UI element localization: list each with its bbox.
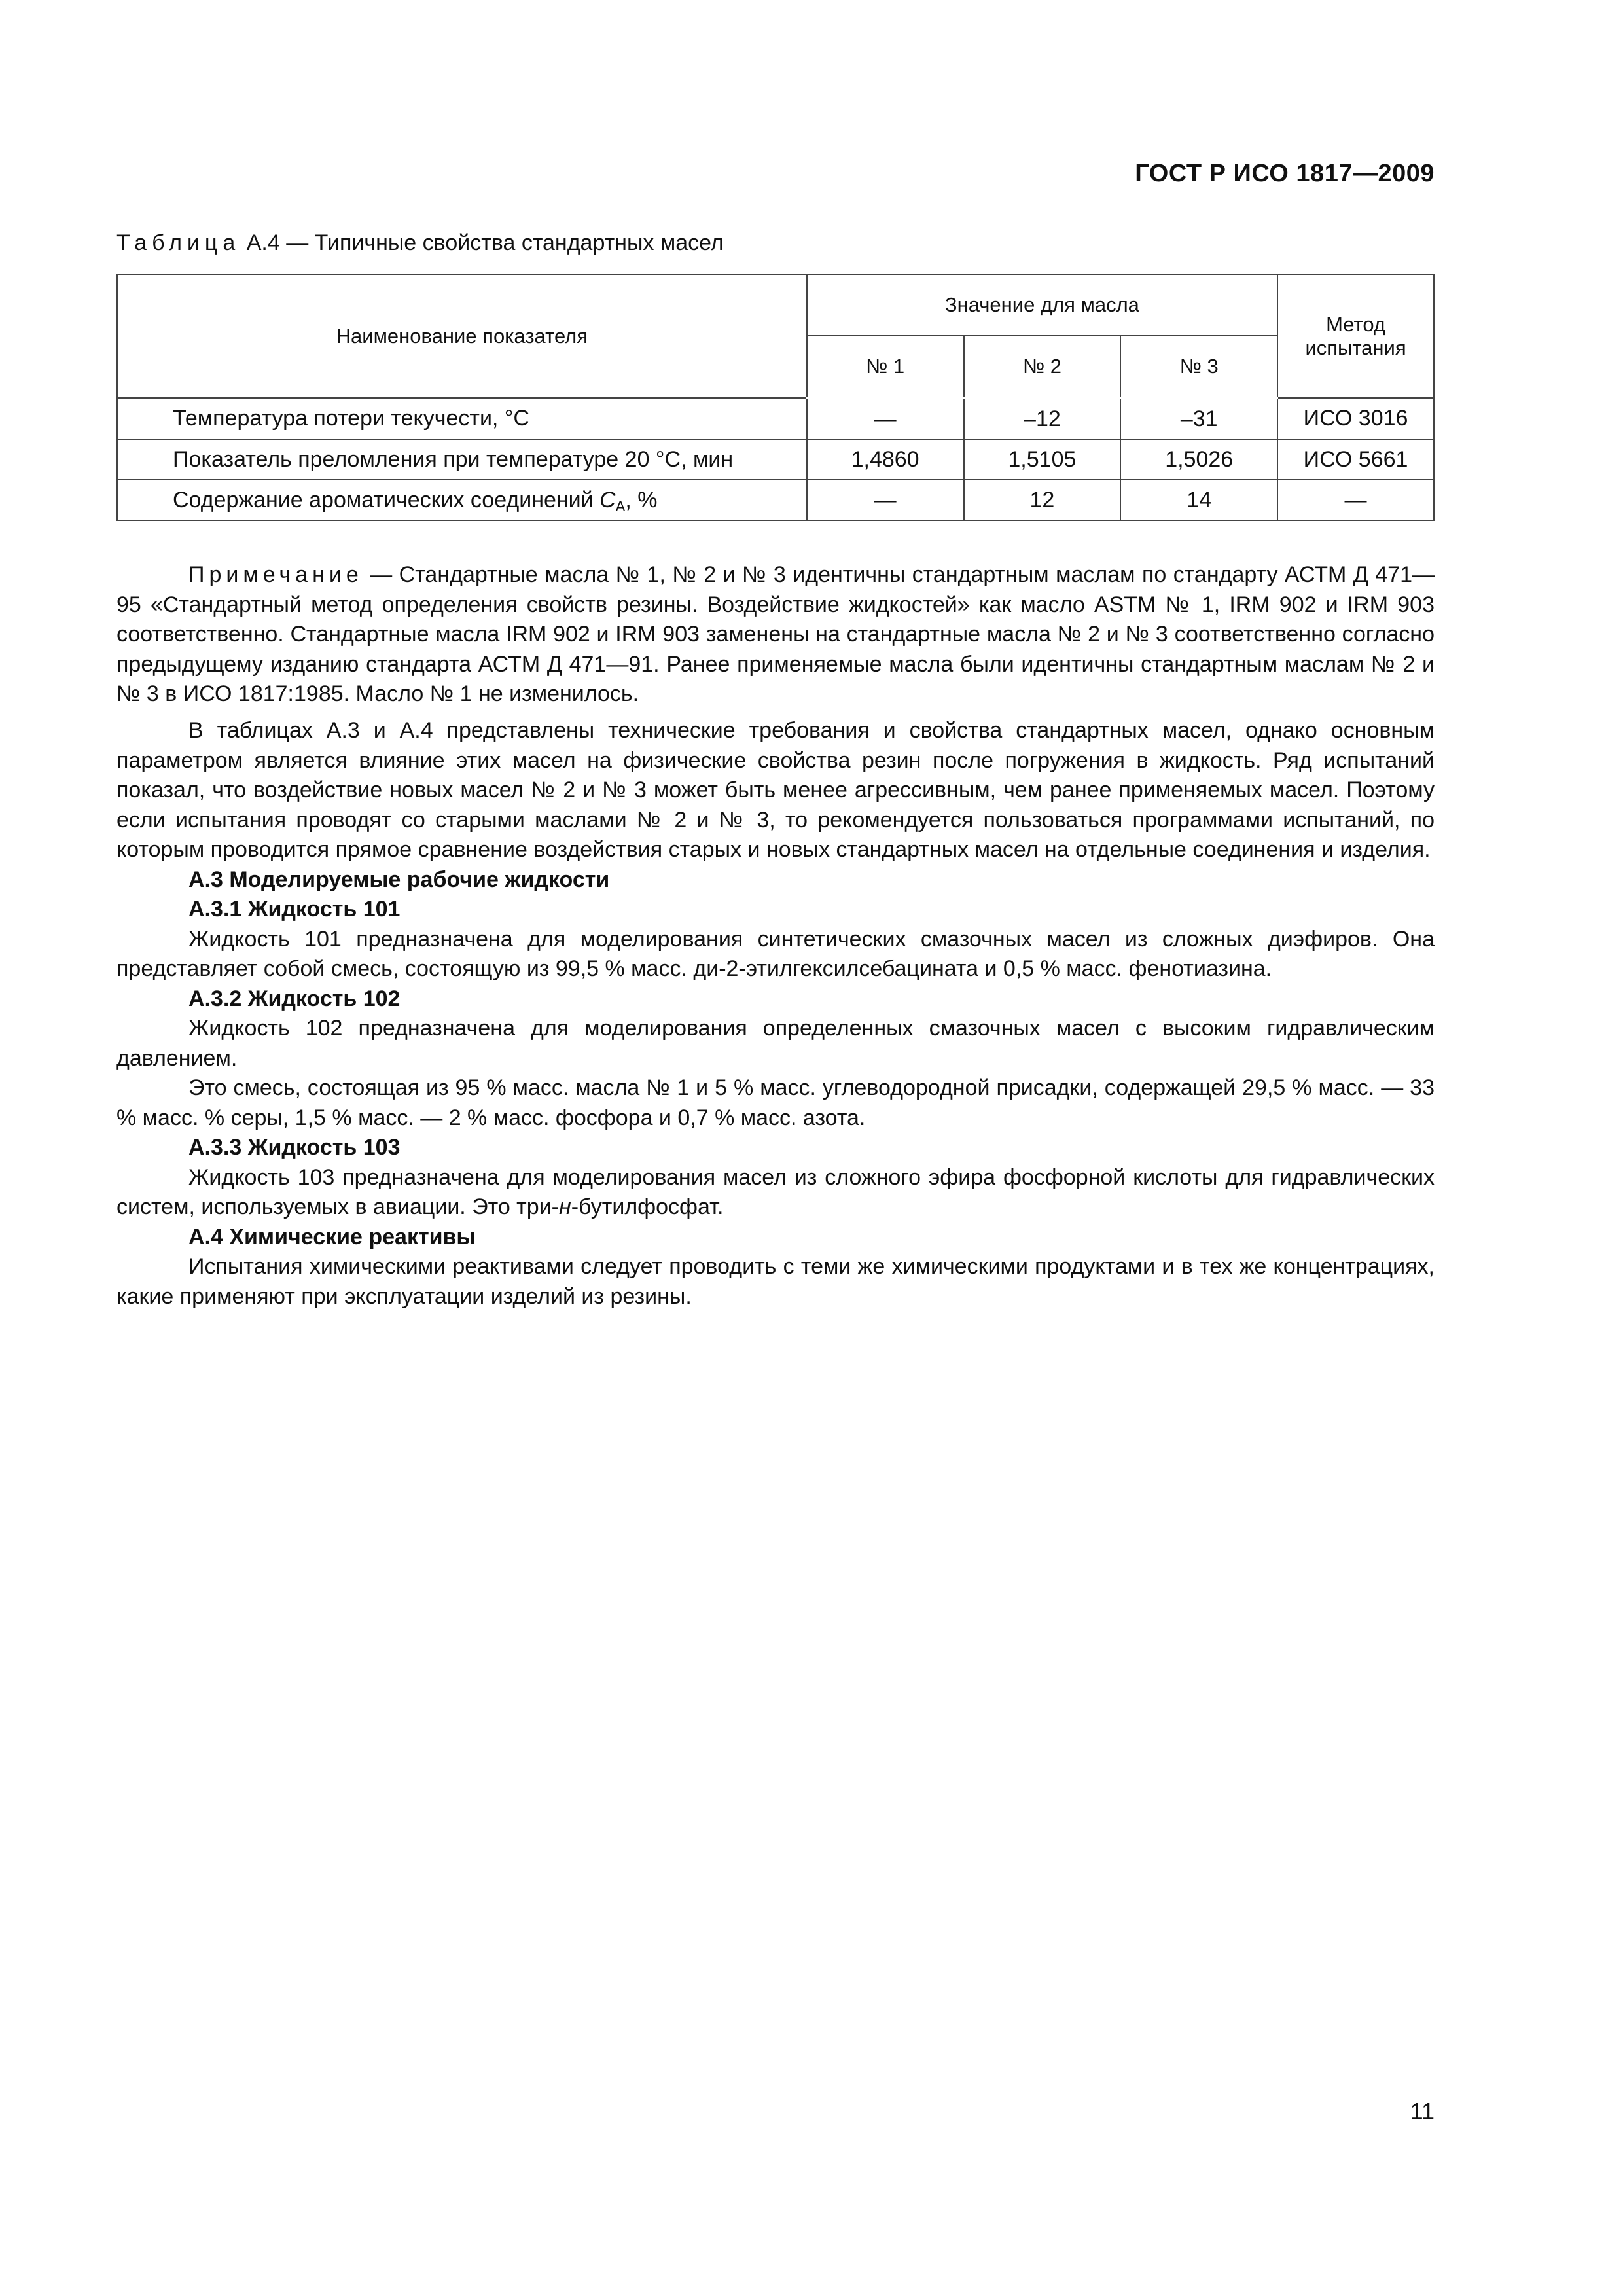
- note-text: — Стандартные масла № 1, № 2 и № 3 идентичны стандартным маслам по стандарту АСТМ Д 471—95 «Стандартный метод определения свойств резины. Воздействие жидкостей» как масло ASTM № 1, IRM 902 и IRM 903 соответственно. Стандартные масла IRM 902 и IRM 903 заменены на стандартные масла № 2 и № 3 соответственно согласно предыдущему изданию стандарта АСТМ Д 471—91. Ранее применяемые масла были идентичны стандартным маслам № 2 и № 3 в ИСО 1817:1985. Масло № 1 не изменилось.: [116, 562, 1435, 706]
- heading-a32: А.3.2 Жидкость 102: [188, 986, 401, 1011]
- row-value-oil-2: 12: [964, 480, 1121, 520]
- note-label: Примечание: [188, 562, 363, 587]
- table-row: [117, 480, 1434, 520]
- row-name-text: Содержание ароматических соединений: [173, 487, 600, 512]
- row-name: [117, 480, 807, 520]
- row-value-oil-1: 1,4860: [807, 439, 964, 480]
- row-method: ИСО 5661: [1277, 439, 1434, 480]
- paragraph-tables-intro: В таблицах А.3 и А.4 представлены технические требования и свойства стандартных масел, однако основным параметром является влияние этих масел на физические свойства резин после погружения в жидкость. Ряд испытаний показал, что воздействие новых масел № 2 и № 3 может быть менее агрессивным, чем ранее применяемых масел. Поэтому если испытания проводят со старыми маслами № 2 и № 3, то рекомендуется пользоваться программами испытаний, по которым проводится прямое сравнение воздействия старых и новых стандартных масел на отдельные соединения и изделия.: [116, 718, 1435, 862]
- header-indicator-name: Наименование показателя: [117, 274, 807, 398]
- aromatic-subscript: A: [615, 497, 626, 514]
- heading-a33: А.3.3 Жидкость 103: [188, 1135, 401, 1160]
- paragraph-a33: [116, 1163, 1435, 1223]
- header-oil-2: № 2: [964, 336, 1121, 398]
- row-name: Температура потери текучести, °С: [117, 398, 807, 439]
- paragraph-a32-second: Это смесь, состоящая из 95 % масс. масла № 1 и 5 % масс. углеводородной присадки, содержащей 29,5 % масс. — 33 % масс. % серы, 1,5 % масс. — 2 % масс. фосфора и 0,7 % масс. азота.: [116, 1075, 1435, 1130]
- table-caption-label: Таблица: [116, 230, 241, 255]
- row-method: ИСО 3016: [1277, 398, 1434, 439]
- row-method: —: [1277, 480, 1434, 520]
- row-value-oil-3: –31: [1120, 398, 1277, 439]
- paragraph-a33-text: Жидкость 103 предназначена для моделирования масел из сложного эфира фосфорной кислоты для гидравлических систем, используемых в авиации. Это три-: [116, 1164, 1435, 1219]
- paragraph-a31: Жидкость 101 предназначена для моделирования синтетических смазочных масел из сложных диэфиров. Она представляет собой смесь, состоящую из 99,5 % масс. ди-2-этилгексилсебацината и 0,5 % масс. фенотиазина.: [116, 926, 1435, 981]
- row-name-unit: , %: [625, 487, 658, 512]
- table-row: [117, 439, 1434, 480]
- header-value-group: Значение для масла: [807, 274, 1277, 336]
- row-value-oil-3: 1,5026: [1120, 439, 1277, 480]
- table-row: [117, 398, 1434, 439]
- table-caption-title: А.4 — Типичные свойства стандартных масел: [240, 230, 724, 255]
- note-paragraph: [116, 560, 1435, 709]
- note-block: [116, 560, 1435, 709]
- row-value-oil-3: 14: [1120, 480, 1277, 520]
- heading-a4: А.4 Химические реактивы: [188, 1224, 476, 1249]
- document-code: ГОСТ Р ИСО 1817—2009: [1135, 160, 1435, 187]
- aromatic-symbol: C: [599, 487, 616, 512]
- header-test-method: Метод испытания: [1277, 274, 1434, 398]
- row-value-oil-1: —: [807, 480, 964, 520]
- paragraph-a33-end: -бутилфосфат.: [571, 1194, 724, 1219]
- paragraph-a4: Испытания химическими реактивами следует проводить с теми же химическими продуктами и в тех же концентрациях, какие применяют при эксплуатации изделий из резины.: [116, 1254, 1435, 1309]
- table-caption: [116, 230, 724, 256]
- heading-a31: А.3.1 Жидкость 101: [188, 897, 401, 922]
- heading-a3: А.3 Моделируемые рабочие жидкости: [188, 867, 610, 892]
- row-value-oil-2: 1,5105: [964, 439, 1121, 480]
- row-name: Показатель преломления при температуре 20 °С, мин: [117, 439, 807, 480]
- header-oil-3: № 3: [1120, 336, 1277, 398]
- row-value-oil-1: —: [807, 398, 964, 439]
- paragraph-a33-italic: н: [558, 1194, 571, 1219]
- header-oil-1: № 1: [807, 336, 964, 398]
- oil-properties-table: [116, 274, 1435, 521]
- row-value-oil-2: –12: [964, 398, 1121, 439]
- paragraph-a32-first: Жидкость 102 предназначена для моделирования определенных смазочных масел с высоким гидравлическим давлением.: [116, 1016, 1435, 1071]
- body-text: [116, 716, 1435, 1312]
- page-number: 11: [1410, 2098, 1435, 2125]
